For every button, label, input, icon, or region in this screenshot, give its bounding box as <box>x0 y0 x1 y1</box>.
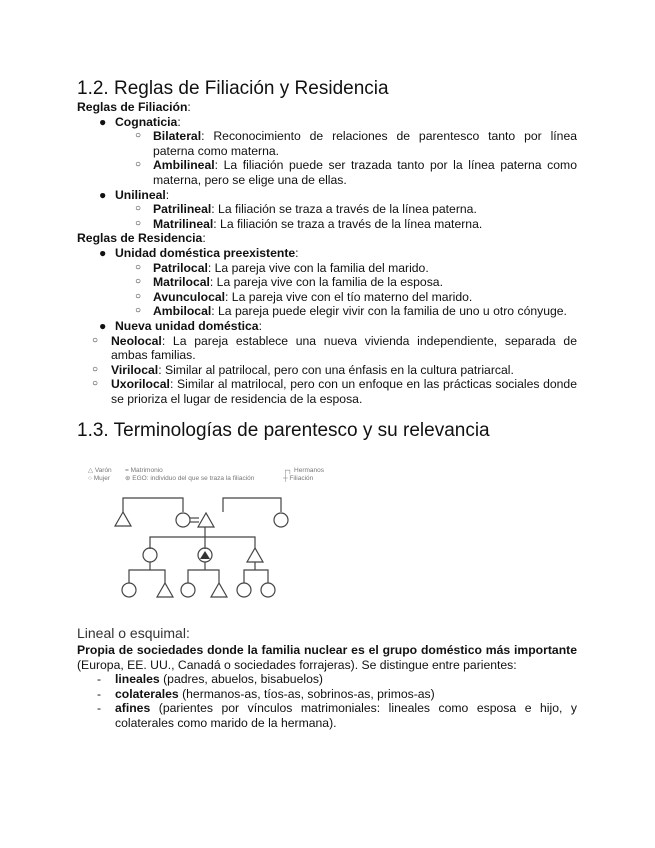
term: Matrilocal <box>153 275 210 290</box>
ego-marker <box>200 551 210 559</box>
definition: : La pareja vive con el tío materno del marido. <box>225 289 473 304</box>
legend-ego: ⊛ EGO: individuo del que se traza la filiación <box>125 475 255 482</box>
lineal-section <box>77 625 577 731</box>
list-item: ○ Avunculocal: La pareja vive con el tío materno del marido. <box>135 289 473 304</box>
list-item: ● Unidad doméstica preexistente: <box>99 245 299 260</box>
kinship-diagram <box>85 465 345 610</box>
definition: : Similar al matrilocal, pero con un enfoque en las prácticas sociales donde se prioriza el lugar de residencia de la esposa. <box>111 377 577 406</box>
term: Neolocal <box>111 333 162 348</box>
legend-mujer: ○ Mujer <box>88 475 110 482</box>
term: Ambilocal <box>153 304 212 319</box>
list-item: ● Unilineal: <box>99 187 170 202</box>
list-item: ○ Patrilineal: La filiación se traza a través de la línea paterna. <box>135 202 477 217</box>
list-item: - afines (parientes por vínculos matrimoniales: lineales como esposa e hijo, y colaterales como marido de la hermana). <box>97 701 577 730</box>
triangle-male <box>115 512 131 526</box>
filiacion-block: Reglas de Filiación: ● Cognaticia: ○ Bilateral: Reconocimiento de relaciones de parentesco tanto por línea paterna como materna. ○ Ambilineal: La filiación puede ser trazada tanto por la línea paterna como materna, pero se elige una de ellas. ● Unilineal: ○ Patrilineal: La filiación se traza a través de la línea paterna. ○ Matrilineal: La filiación se traza a través de la línea materna. Reglas de Residencia: ● Unidad doméstica preexistente: ○ Patrilocal: La pareja vive con la familia del marido. ○ Matrilocal: La pareja vive con la familia de la esposa. ○ Avunculocal: La pareja vive con el tío materno del marido. ○ Ambilocal: La pareja puede elegir vivir con la familia de uno u otro cónyuge. ● Nueva unidad doméstica: ○ Neolocal: La pareja establece una nueva vivienda independiente, separada de ambas familias. ○ Virilocal: Similar al patrilocal, pero con una énfasis en la cultura patriarcal. ○ Uxorilocal: Similar al matrilocal, pero con un enfoque en las prácticas sociales donde se prioriza el lugar de residencia de la esposa. <box>77 100 577 406</box>
definition: : La filiación puede ser trazada tanto por la línea paterna como materna, pero se elige una de ellas. <box>153 158 577 187</box>
lineal-heading: Lineal o esquimal: <box>77 625 190 641</box>
definition: : La pareja puede elegir vivir con la familia de uno u otro cónyuge. <box>211 304 567 319</box>
list-item: ○ Ambilineal: La filiación puede ser trazada tanto por la línea paterna como materna, pero se elige una de ellas. <box>135 158 577 187</box>
cognaticia-label: Cognaticia <box>115 114 178 129</box>
list-item: ○ Patrilocal: La pareja vive con la familia del marido. <box>135 260 429 275</box>
list-item: ○ Neolocal: La pareja establece una nueva vivienda independiente, separada de ambas familias. <box>92 333 577 363</box>
term: Patrilineal <box>153 202 212 217</box>
definition: : La pareja vive con la familia del marido. <box>207 260 429 275</box>
definition: : La pareja establece una nueva vivienda independiente, separada de ambas familias. <box>111 333 577 363</box>
list-item: ○ Bilateral: Reconocimiento de relaciones de parentesco tanto por línea paterna como materna. <box>135 129 577 158</box>
definition: : La filiación se traza a través de la línea paterna. <box>211 202 477 217</box>
list-item: - lineales (padres, abuelos, bisabuelos) <box>97 672 323 687</box>
section-1-2 <box>77 78 577 442</box>
definition: : Reconocimiento de relaciones de parentesco tanto por línea paterna como materna. <box>153 129 577 158</box>
list-item: ● Cognaticia: <box>99 114 181 129</box>
filiacion-heading: Reglas de Filiación <box>77 100 188 114</box>
definition: : Similar al patrilocal, pero con una énfasis en la cultura patriarcal. <box>158 362 514 377</box>
term: Matrilineal <box>153 216 214 231</box>
list-item: ○ Matrilocal: La pareja vive con la familia de la esposa. <box>135 275 443 290</box>
residencia-heading: Reglas de Residencia <box>77 231 203 246</box>
term: Uxorilocal <box>111 377 170 392</box>
nueva-unidad-label: Nueva unidad doméstica <box>115 318 259 333</box>
legend-matrimonio: = Matrimonio <box>125 467 163 474</box>
list-item: ○ Virilocal: Similar al patrilocal, pero con una énfasis en la cultura patriarcal. <box>92 362 514 377</box>
term: Virilocal <box>111 362 159 377</box>
unidad-preexistente-label: Unidad doméstica preexistente <box>115 245 296 260</box>
legend-filiacion: ┼ Filiación <box>283 475 314 482</box>
term: Avunculocal <box>153 289 226 304</box>
list-item: ● Nueva unidad doméstica: <box>99 318 262 333</box>
definition: : La pareja vive con la familia de la esposa. <box>209 275 443 290</box>
legend-hermanos: ┌┐ Hermanos <box>283 467 325 474</box>
list-item: - colaterales (hermanos-as, tíos-as, sobrinos-as, primos-as) <box>97 686 435 701</box>
term: Bilateral <box>153 129 202 144</box>
list-item: ○ Ambilocal: La pareja puede elegir vivir con la familia de uno u otro cónyuge. <box>135 304 567 319</box>
list-item: ○ Uxorilocal: Similar al matrilocal, pero con un enfoque en las prácticas sociales donde se prioriza el lugar de residencia de la esposa. <box>92 377 577 406</box>
section-title: 1.2. Reglas de Filiación y Residencia <box>77 78 389 99</box>
section-title: 1.3. Terminologías de parentesco y su relevancia <box>77 420 490 442</box>
unilineal-label: Unilineal <box>115 187 166 202</box>
lineal-paragraph: Propia de sociedades donde la familia nuclear es el grupo doméstico más importante (Europa, EE. UU., Canadá o sociedades forrajeras). Se distingue entre parientes: <box>77 643 577 672</box>
term: Patrilocal <box>153 260 208 275</box>
term: Ambilineal <box>153 158 215 173</box>
circle-female <box>176 513 190 527</box>
legend-varon: △ Varón <box>88 467 112 474</box>
list-item: ○ Matrilineal: La filiación se traza a través de la línea materna. <box>135 216 483 231</box>
definition: : La filiación se traza a través de la línea materna. <box>213 216 483 231</box>
